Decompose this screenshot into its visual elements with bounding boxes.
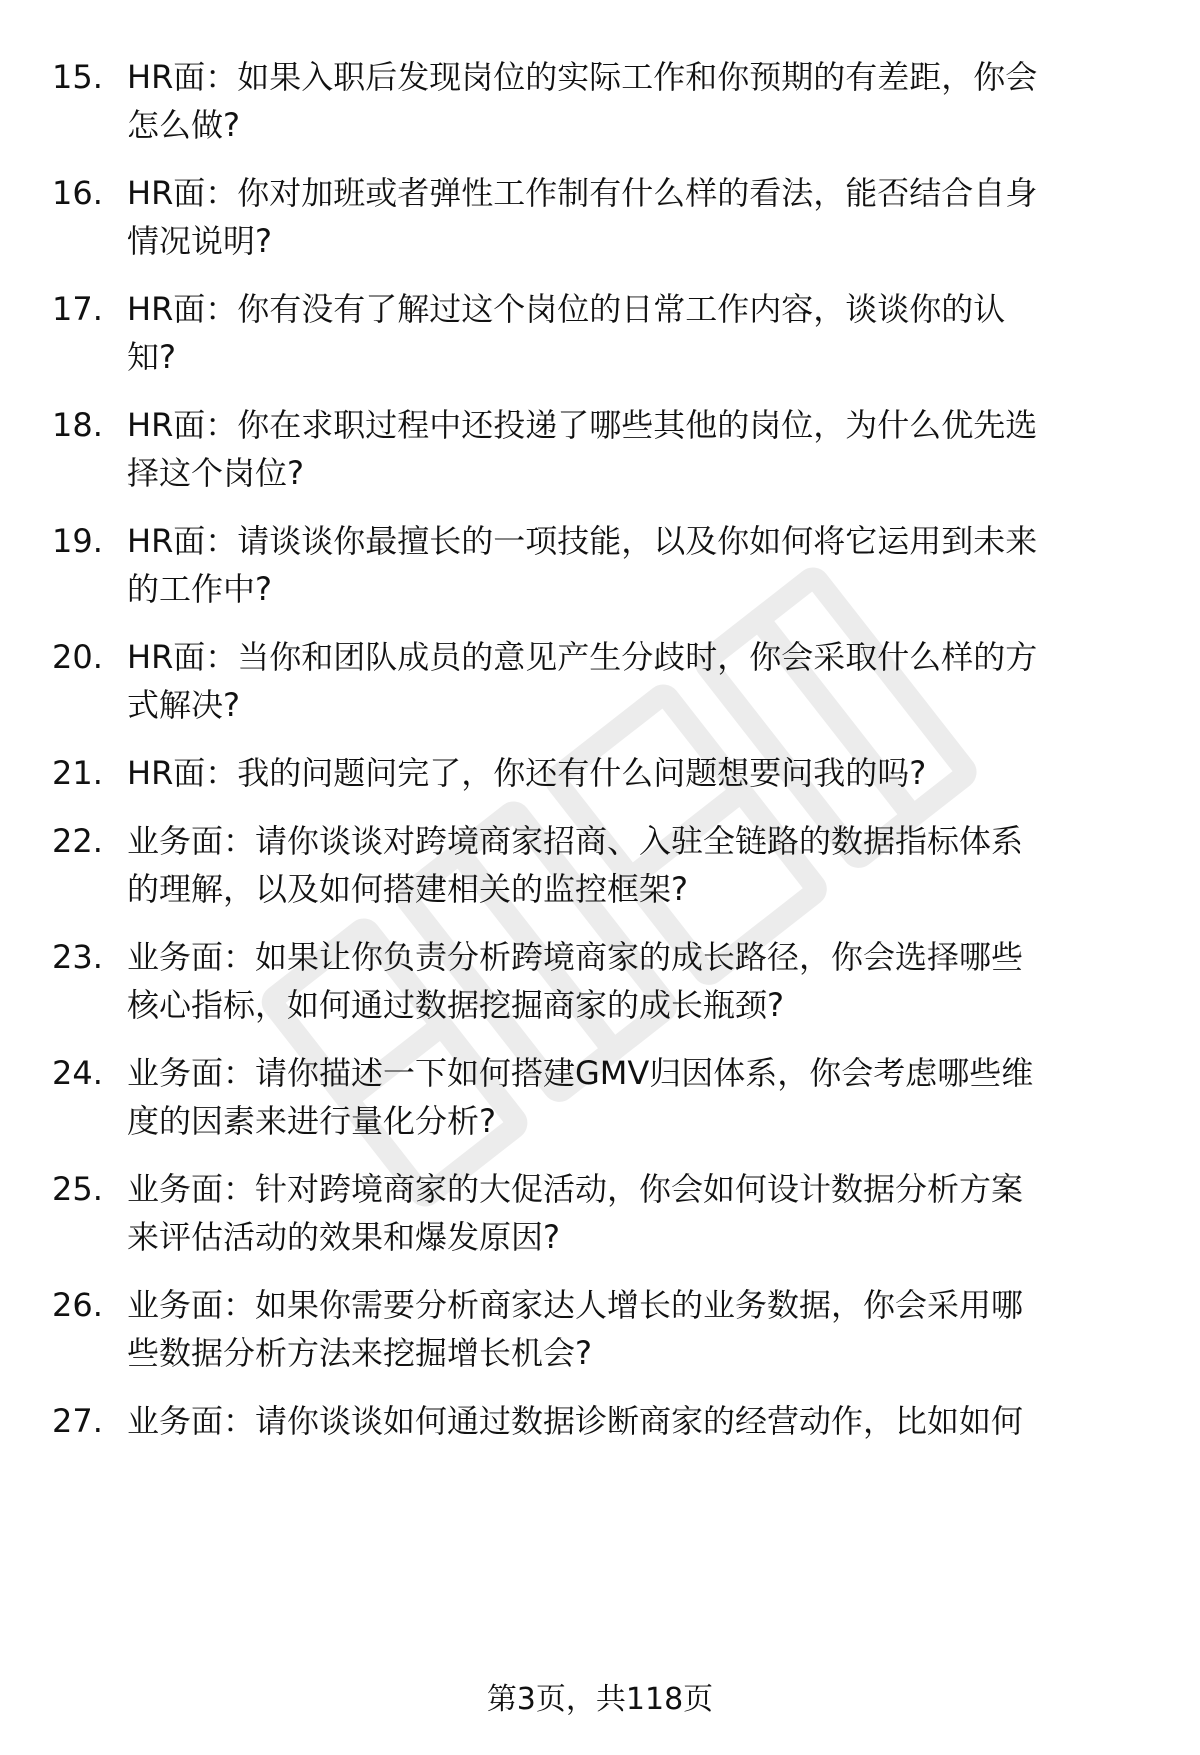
question-number: 27.: [52, 1402, 103, 1440]
question-item: [0, 52, 1200, 162]
question-item: [0, 400, 1200, 510]
question-item: [0, 1164, 1200, 1274]
question-number: 20.: [52, 638, 103, 676]
question-number: 23.: [52, 938, 103, 976]
question-text-line-2: 度的因素来进行量化分析?: [127, 1102, 496, 1140]
question-text-line-1: HR面：你在求职过程中还投递了哪些其他的岗位，为什么优先选: [127, 406, 1038, 444]
page-number-footer: 第3页，共118页: [486, 1682, 714, 1717]
question-text-line-2: 择这个岗位?: [127, 454, 304, 492]
question-item: [0, 1280, 1200, 1390]
question-number: 18.: [52, 406, 103, 444]
question-text-line-2: 的工作中?: [127, 570, 272, 608]
question-text-line-1: 业务面：请你谈谈如何通过数据诊断商家的经营动作，比如如何: [127, 1402, 1024, 1440]
question-text-line-1: HR面：当你和团队成员的意见产生分歧时，你会采取什么样的方: [127, 638, 1038, 676]
question-text-line-1: 业务面：如果你需要分析商家达人增长的业务数据，你会采用哪: [127, 1286, 1024, 1324]
question-text-line-2: 式解决?: [127, 686, 240, 724]
question-text-line-1: HR面：你有没有了解过这个岗位的日常工作内容，谈谈你的认: [127, 290, 1006, 328]
question-item: [0, 516, 1200, 626]
question-text-line-1: HR面：你对加班或者弹性工作制有什么样的看法，能否结合自身: [127, 174, 1038, 212]
question-text-line-2: 些数据分析方法来挖掘增长机会?: [127, 1334, 592, 1372]
question-number: 16.: [52, 174, 103, 212]
question-text-line-2: 知?: [127, 338, 176, 376]
question-text-line-1: 业务面：请你描述一下如何搭建GMV归因体系，你会考虑哪些维: [127, 1054, 1034, 1092]
question-item: [0, 816, 1200, 926]
question-number: 21.: [52, 754, 103, 792]
question-text-line-2: 的理解，以及如何搭建相关的监控框架?: [127, 870, 688, 908]
question-item: [0, 1048, 1200, 1158]
question-number: 26.: [52, 1286, 103, 1324]
question-text-line-1: 业务面：如果让你负责分析跨境商家的成长路径，你会选择哪些: [127, 938, 1024, 976]
question-text-line-1: 业务面：请你谈谈对跨境商家招商、入驻全链路的数据指标体系: [127, 822, 1024, 860]
question-number: 24.: [52, 1054, 103, 1092]
question-text-line-2: 怎么做?: [127, 106, 240, 144]
question-text-line-1: HR面：我的问题问完了，你还有什么问题想要问我的吗?: [127, 754, 927, 792]
question-text-line-1: 业务面：针对跨境商家的大促活动，你会如何设计数据分析方案: [127, 1170, 1024, 1208]
question-item: [0, 932, 1200, 1042]
question-item: [0, 168, 1200, 278]
question-item: [0, 1396, 1200, 1506]
question-number: 19.: [52, 522, 103, 560]
question-number: 17.: [52, 290, 103, 328]
question-text-line-2: 情况说明?: [127, 222, 272, 260]
question-item: [0, 632, 1200, 742]
question-number: 25.: [52, 1170, 103, 1208]
question-item: [0, 284, 1200, 394]
question-text-line-2: 来评估活动的效果和爆发原因?: [127, 1218, 560, 1256]
question-number: 22.: [52, 822, 103, 860]
question-text-line-2: 核心指标，如何通过数据挖掘商家的成长瓶颈?: [127, 986, 784, 1024]
question-text-line-1: HR面：请谈谈你最擅长的一项技能，以及你如何将它运用到未来: [127, 522, 1038, 560]
question-number: 15.: [52, 58, 103, 96]
question-text-line-1: HR面：如果入职后发现岗位的实际工作和你预期的有差距，你会: [127, 58, 1038, 96]
